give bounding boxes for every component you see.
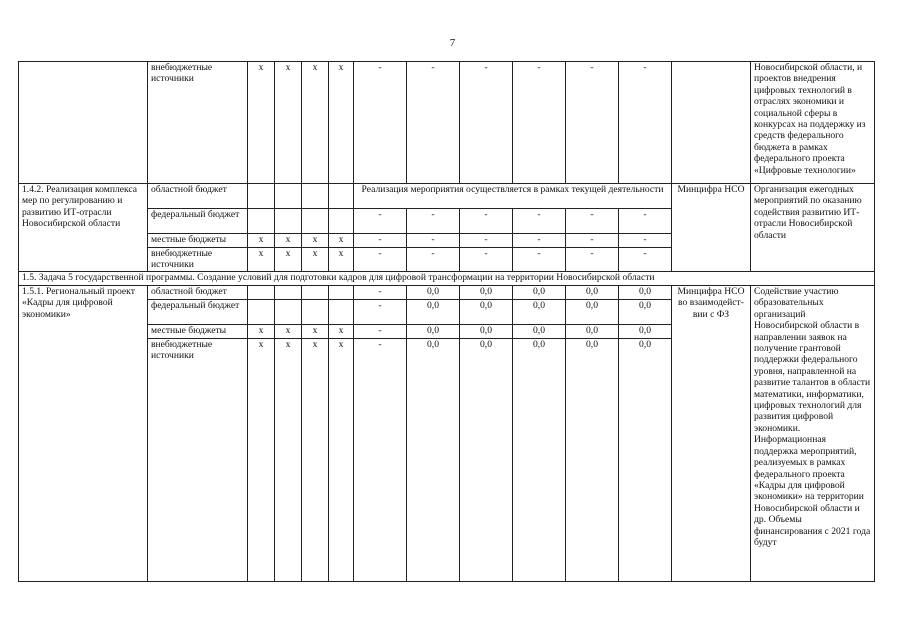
table-cell: x (275, 248, 302, 272)
table-cell: - (619, 234, 672, 248)
table-cell: 0,0 (513, 325, 566, 339)
table-cell: x (329, 248, 354, 272)
source-label: областной бюджет (148, 184, 248, 209)
table-cell: x (302, 248, 329, 272)
table-cell: - (513, 248, 566, 272)
table-cell (275, 300, 302, 325)
source-label: местные бюджеты (148, 234, 248, 248)
table-cell (302, 184, 329, 209)
table-cell: 0,0 (619, 325, 672, 339)
table-cell (302, 300, 329, 325)
table-cell: x (275, 62, 302, 184)
table-cell: x (248, 62, 275, 184)
executor-cell (672, 62, 751, 184)
source-label: внебюджетные источники (148, 248, 248, 272)
table-cell: 0,0 (407, 300, 460, 325)
table-cell: 0,0 (619, 300, 672, 325)
executor: Минцифра НСО (672, 184, 751, 272)
table-cell: x (329, 339, 354, 582)
table-cell: - (619, 62, 672, 184)
table-cell: 0,0 (566, 286, 619, 300)
table-cell: 0,0 (460, 300, 513, 325)
table-cell: x (302, 62, 329, 184)
table-cell: x (329, 325, 354, 339)
table-cell: - (354, 286, 407, 300)
table-cell: - (407, 234, 460, 248)
table-cell: x (248, 339, 275, 582)
table-cell: - (460, 234, 513, 248)
table-cell: 0,0 (566, 339, 619, 582)
table-cell (248, 300, 275, 325)
page-number: 7 (449, 37, 456, 49)
table-row (19, 286, 875, 300)
table-cell: - (566, 234, 619, 248)
table-cell: 0,0 (460, 325, 513, 339)
table-cell: - (460, 62, 513, 184)
table-cell: x (248, 325, 275, 339)
table-cell: - (619, 209, 672, 234)
table-cell: - (566, 248, 619, 272)
table-cell: x (302, 234, 329, 248)
table-cell (275, 209, 302, 234)
table-cell: 0,0 (407, 286, 460, 300)
table-cell: x (302, 325, 329, 339)
table-cell: - (354, 339, 407, 582)
table-cell (248, 184, 275, 209)
source-label: местные бюджеты (148, 325, 248, 339)
table-cell: x (275, 339, 302, 582)
table-cell: - (513, 234, 566, 248)
table-cell: - (407, 62, 460, 184)
table-cell (275, 286, 302, 300)
task-heading: 1.5. Задача 5 государственной программы. Создание условий для подготовки кадров для цифровой трансформации на территории Новосибирской области (19, 272, 875, 286)
table-cell: - (460, 209, 513, 234)
source-label: внебюджетные источники (148, 339, 248, 582)
table-cell (302, 209, 329, 234)
table-cell: - (460, 248, 513, 272)
goal-text: Организация ежегодных мероприятий по оказанию содействия развитию ИТ-отрасли Новосибирской области (751, 184, 875, 272)
table-cell (248, 286, 275, 300)
table-cell: - (513, 62, 566, 184)
source-label: федеральный бюджет (148, 209, 248, 234)
table-cell: 0,0 (407, 339, 460, 582)
source-label: федеральный бюджет (148, 300, 248, 325)
implementation-note: Реализация мероприятия осуществляется в рамках текущей деятельности (354, 184, 672, 209)
table-row (19, 184, 875, 209)
table-cell (248, 209, 275, 234)
goal-text: Новосибирской области, и проектов внедрения цифровых технологий в отраслях экономики и социальной сферы в конкурсах на поддержку из средств федерального бюджета в рамках федерального проекта «Цифровые технологии» (751, 62, 875, 184)
measure-name: 1.4.2. Реализация комплекса мер по регулированию и развитию ИТ-отрасли Новосибирской области (19, 184, 148, 272)
table-cell: - (619, 248, 672, 272)
table-cell: 0,0 (566, 325, 619, 339)
table-cell: 0,0 (460, 286, 513, 300)
table-cell: x (248, 248, 275, 272)
table-cell (329, 286, 354, 300)
source-label: областной бюджет (148, 286, 248, 300)
table-cell: 0,0 (460, 339, 513, 582)
table-cell: - (566, 209, 619, 234)
table-cell (275, 184, 302, 209)
table-cell: 0,0 (513, 300, 566, 325)
table-cell: - (354, 62, 407, 184)
goal-text: Содействие участию образовательных организаций Новосибирской области в направлении заявок на получение грантовой поддержки федерального уровня, направленной на развитие талантов в области математики, информатики, цифровых технологий для развития цифровой экономики. Информационная поддержка мероприятий, реализуемых в рамках федерального проекта «Кадры для цифровой экономики» на территории Новосибирской области и др. Объемы финансирования с 2021 года будут (751, 286, 875, 582)
table-cell: 0,0 (513, 286, 566, 300)
table-cell: x (275, 325, 302, 339)
table-cell (329, 209, 354, 234)
table-cell: x (248, 234, 275, 248)
table-cell: - (354, 300, 407, 325)
table-row (19, 62, 875, 184)
table-cell: 0,0 (566, 300, 619, 325)
measure-name: 1.5.1. Региональный проект «Кадры для цифровой экономики» (19, 286, 148, 582)
table-cell: 0,0 (513, 339, 566, 582)
table-cell: - (566, 62, 619, 184)
table-cell: 0,0 (619, 286, 672, 300)
executor: Минцифра НСО во взаимодейст-вии с ФЗ (672, 286, 751, 582)
table-cell: - (354, 209, 407, 234)
table-cell: x (275, 234, 302, 248)
table-cell (329, 184, 354, 209)
table-cell: x (329, 234, 354, 248)
table-cell (329, 300, 354, 325)
program-table (18, 61, 875, 582)
measure-name-cell (19, 62, 148, 184)
table-row (19, 272, 875, 286)
table-cell: - (354, 325, 407, 339)
table-cell: - (354, 248, 407, 272)
table-cell: 0,0 (407, 325, 460, 339)
table-cell: x (329, 62, 354, 184)
table-cell: - (354, 234, 407, 248)
table-cell (302, 286, 329, 300)
table-cell: - (407, 209, 460, 234)
table-cell: x (302, 339, 329, 582)
table-cell: - (407, 248, 460, 272)
table-cell: 0,0 (619, 339, 672, 582)
source-label: внебюджетные источники (148, 62, 248, 184)
table-cell: - (513, 209, 566, 234)
